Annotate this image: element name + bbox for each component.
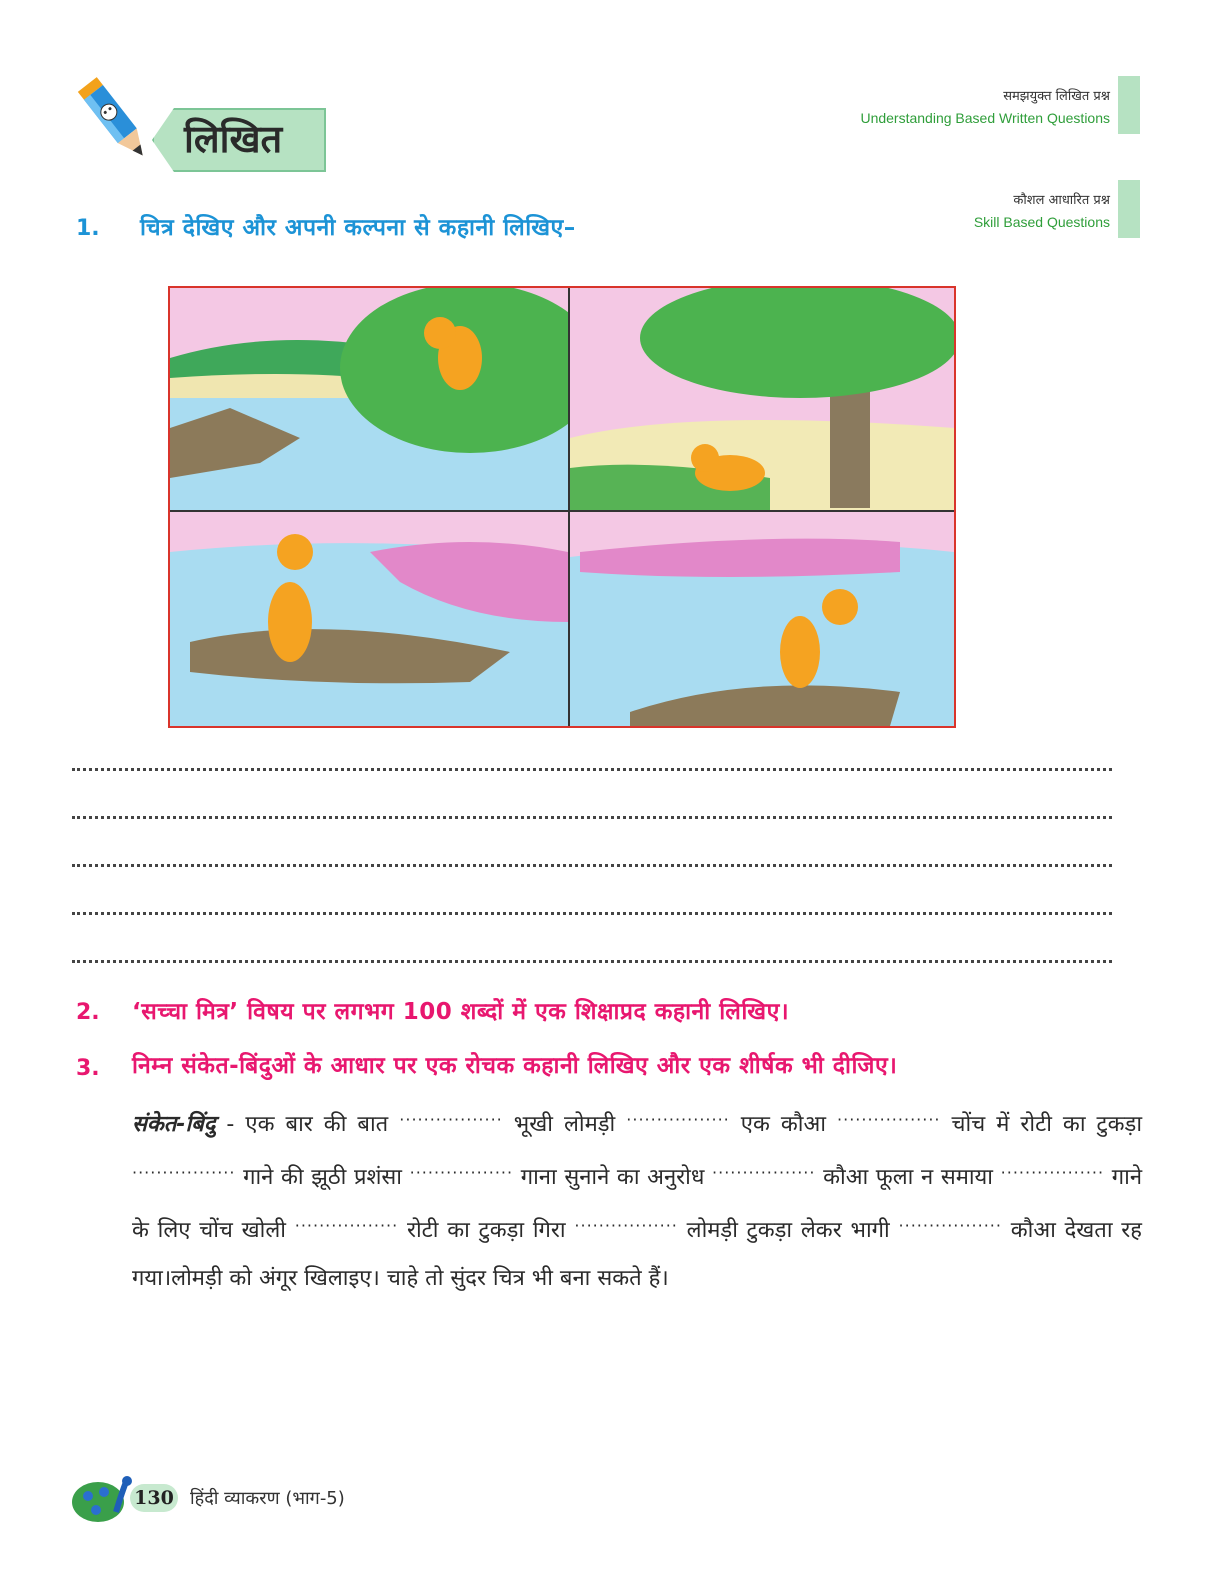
question-2-number: 2. xyxy=(76,1000,100,1025)
hint-item: लोमड़ी टुकड़ा लेकर भागी xyxy=(686,1218,890,1243)
tag2-english: Skill Based Questions xyxy=(973,214,1110,230)
question-3-number: 3. xyxy=(76,1056,100,1081)
hint-item: एक बार की बात xyxy=(245,1112,389,1137)
question-3-text: निम्न संकेत-बिंदुओं के आधार पर एक रोचक कहानी लिखिए और एक शीर्षक भी दीजिए। xyxy=(132,1053,898,1079)
page-number: 130 xyxy=(130,1484,178,1512)
blank-dots: ················· xyxy=(837,1110,941,1129)
writing-line[interactable] xyxy=(72,768,1112,771)
tag2-hindi: कौशल आधारित प्रश्न xyxy=(1013,193,1110,208)
hint-label: संकेत-बिंदु xyxy=(132,1112,216,1137)
hint-item: कौआ देखता रह गया।लोमड़ी को अंगूर खिलाइए। xyxy=(132,1218,1142,1291)
tag2-marker xyxy=(1118,180,1140,238)
story-picture xyxy=(168,286,956,728)
hint-item: गाने के लिए चोंच खोली xyxy=(132,1165,1143,1243)
hint-item: चाहे तो सुंदर चित्र भी बना सकते हैं। xyxy=(386,1266,669,1291)
hint-item: रोटी का टुकड़ा गिरा xyxy=(406,1218,566,1243)
writing-line[interactable] xyxy=(72,864,1112,867)
hint-item: चोंच में रोटी का टुकड़ा xyxy=(951,1112,1143,1137)
blank-dots: ················· xyxy=(294,1216,399,1235)
pencil-icon xyxy=(70,70,160,170)
panel-monkey-on-crocodile xyxy=(170,512,568,726)
panel-monkey-with-fruit xyxy=(570,288,954,510)
blank-dots: ················· xyxy=(1000,1163,1105,1182)
blank-dots: ················· xyxy=(132,1163,236,1182)
section-title: लिखित xyxy=(184,117,283,161)
panel-monkey-jumping xyxy=(570,512,954,726)
blank-dots: ················· xyxy=(626,1110,730,1129)
question-1-number: 1. xyxy=(76,216,100,241)
hint-item: भूखी लोमड़ी xyxy=(513,1112,616,1137)
question-2-text: ‘सच्चा मित्र’ विषय पर लगभग 100 शब्दों में एक शिक्षाप्रद कहानी लिखिए। xyxy=(132,999,790,1025)
tag1-marker xyxy=(1118,76,1140,134)
writing-line[interactable] xyxy=(72,960,1112,963)
hint-item: कौआ फूला न समाया xyxy=(823,1165,994,1190)
blank-dots: ················· xyxy=(409,1163,514,1182)
tag1-english: Understanding Based Written Questions xyxy=(860,110,1110,126)
blank-dots: ················· xyxy=(898,1216,1002,1235)
hint-item: एक कौआ xyxy=(740,1112,826,1137)
book-title: हिंदी व्याकरण (भाग-5) xyxy=(190,1488,345,1509)
blank-dots: ················· xyxy=(399,1110,503,1129)
hint-item: गाना सुनाने का अनुरोध xyxy=(520,1165,705,1190)
writing-line[interactable] xyxy=(72,816,1112,819)
panel-monkey-in-tree xyxy=(170,288,568,510)
question-1-text: चित्र देखिए और अपनी कल्पना से कहानी लिखिए– xyxy=(140,215,576,241)
writing-line[interactable] xyxy=(72,912,1112,915)
tag1-hindi: समझयुक्त लिखित प्रश्न xyxy=(1003,89,1110,104)
blank-dots: ················· xyxy=(574,1216,678,1235)
hint-item: गाने की झूठी प्रशंसा xyxy=(243,1165,402,1190)
hint-paragraph: संकेत-बिंदु - एक बार की बात ················· भूखी लोमड़ी ················· एक कौआ ················· चोंच में रोटी का टुकड़ा ················· गाने की झूठी प्रशंसा ················· गाना सुनाने का अनुरोध ················· कौआ फूला न समाया ················· गाने के लिए चोंच खोली ················· रोटी का टुकड़ा गिरा ················· लोमड़ी टुकड़ा लेकर भागी ················· कौआ देखता रह गया।लोमड़ी को अंगूर खिलाइए। चाहे तो सुंदर चित्र भी बना सकते हैं। xyxy=(132,1110,1143,1291)
blank-dots: ················· xyxy=(712,1163,816,1182)
